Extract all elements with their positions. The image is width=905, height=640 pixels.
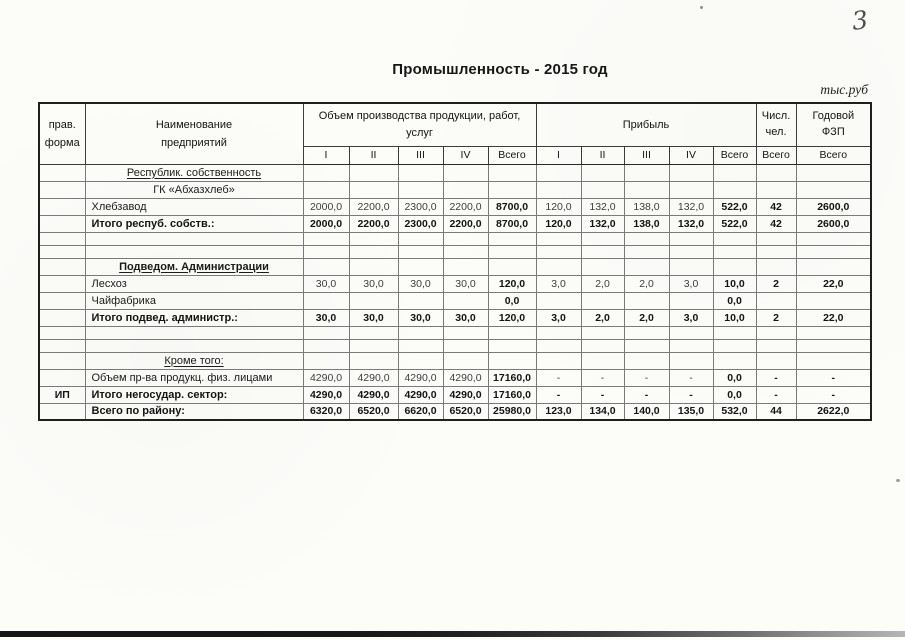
cell-value: 2000,0 [303, 198, 349, 215]
cell-legal-form [39, 181, 85, 198]
subcol-staff-total: Всего [756, 146, 796, 164]
subcol-profit-q4: IV [669, 146, 713, 164]
cell-value [581, 352, 624, 369]
scan-speck [896, 479, 900, 482]
cell-value [669, 326, 713, 339]
cell-value: 0,0 [713, 369, 756, 386]
table-row [39, 403, 871, 420]
table-body [39, 164, 871, 420]
cell-value: 42 [756, 198, 796, 215]
cell-value [398, 181, 443, 198]
cell-value [624, 232, 669, 245]
cell-value [443, 326, 488, 339]
cell-value [303, 352, 349, 369]
subcol-volume-q1: I [303, 146, 349, 164]
cell-value: 2300,0 [398, 215, 443, 232]
cell-value [624, 292, 669, 309]
cell-value [443, 292, 488, 309]
cell-enterprise-name [85, 245, 303, 258]
cell-value [756, 181, 796, 198]
cell-value: 2,0 [581, 309, 624, 326]
cell-value [443, 339, 488, 352]
cell-value [796, 352, 871, 369]
cell-value: - [536, 386, 581, 403]
table-row [39, 215, 871, 232]
cell-value: 120,0 [536, 198, 581, 215]
cell-value: 2200,0 [443, 198, 488, 215]
cell-value: 132,0 [669, 198, 713, 215]
cell-value: 2600,0 [796, 215, 871, 232]
cell-value [349, 164, 398, 181]
subcol-volume-q2: II [349, 146, 398, 164]
cell-value: 8700,0 [488, 198, 536, 215]
enterprise-name-label: Итого негосудар. сектор: [91, 388, 228, 401]
cell-value [624, 339, 669, 352]
cell-value [669, 292, 713, 309]
cell-value [488, 326, 536, 339]
table-row [39, 232, 871, 245]
cell-value: 2200,0 [349, 198, 398, 215]
cell-value: 135,0 [669, 403, 713, 420]
cell-legal-form [39, 198, 85, 215]
cell-value: 123,0 [536, 403, 581, 420]
table-row [39, 181, 871, 198]
cell-value: 44 [756, 403, 796, 420]
cell-value: 2622,0 [796, 403, 871, 420]
cell-value: 3,0 [536, 309, 581, 326]
cell-value: 134,0 [581, 403, 624, 420]
cell-enterprise-name [85, 164, 303, 181]
header-enterprise-name: Наименование предприятий [85, 103, 303, 164]
cell-value [796, 339, 871, 352]
cell-value: 6520,0 [443, 403, 488, 420]
cell-value [713, 232, 756, 245]
enterprise-name-label: ГК «Абхазхлеб» [153, 183, 235, 196]
cell-value [398, 164, 443, 181]
header-group-volume: Объем производства продукции, работ, услуг [303, 103, 536, 146]
cell-value [349, 181, 398, 198]
cell-enterprise-name [85, 326, 303, 339]
cell-value [303, 258, 349, 275]
cell-value: 532,0 [713, 403, 756, 420]
cell-value [713, 258, 756, 275]
header-annual-fund: Годовой ФЗП [796, 103, 871, 146]
cell-value: 30,0 [398, 309, 443, 326]
cell-value [303, 164, 349, 181]
cell-value [796, 326, 871, 339]
table-row [39, 198, 871, 215]
cell-value [443, 164, 488, 181]
cell-value: 0,0 [488, 292, 536, 309]
table-row [39, 258, 871, 275]
cell-legal-form [39, 245, 85, 258]
cell-value [713, 164, 756, 181]
table-row [39, 369, 871, 386]
subcol-profit-q1: I [536, 146, 581, 164]
subcol-volume-q4: IV [443, 146, 488, 164]
cell-value [536, 352, 581, 369]
table-row [39, 164, 871, 181]
cell-value: 4290,0 [349, 386, 398, 403]
cell-value [756, 352, 796, 369]
enterprise-name-label: Хлебзавод [91, 200, 147, 213]
cell-value [303, 181, 349, 198]
cell-value: 4290,0 [398, 386, 443, 403]
cell-value [398, 352, 443, 369]
cell-value [303, 232, 349, 245]
cell-value: 3,0 [536, 275, 581, 292]
cell-value [398, 232, 443, 245]
cell-value: 17160,0 [488, 369, 536, 386]
cell-value [669, 339, 713, 352]
cell-value [536, 339, 581, 352]
cell-value [796, 258, 871, 275]
subcol-volume-q3: III [398, 146, 443, 164]
subcol-profit-q3: III [624, 146, 669, 164]
cell-value: 30,0 [349, 275, 398, 292]
cell-value: 4290,0 [443, 369, 488, 386]
cell-value [536, 258, 581, 275]
cell-value [756, 326, 796, 339]
cell-value: 140,0 [624, 403, 669, 420]
cell-value [398, 245, 443, 258]
cell-value: 522,0 [713, 215, 756, 232]
cell-value [488, 339, 536, 352]
subcol-profit-total: Всего [713, 146, 756, 164]
cell-value: 6520,0 [349, 403, 398, 420]
cell-value [713, 339, 756, 352]
cell-legal-form [39, 275, 85, 292]
cell-value [488, 232, 536, 245]
cell-value: 2200,0 [443, 215, 488, 232]
cell-value [713, 352, 756, 369]
cell-value [488, 352, 536, 369]
cell-value [713, 326, 756, 339]
cell-value [536, 232, 581, 245]
cell-value [536, 292, 581, 309]
cell-value: 138,0 [624, 198, 669, 215]
enterprise-name-label: Лесхоз [91, 277, 127, 290]
cell-value: 3,0 [669, 309, 713, 326]
cell-value: 10,0 [713, 309, 756, 326]
cell-value [349, 258, 398, 275]
cell-value [443, 258, 488, 275]
cell-value [796, 245, 871, 258]
cell-value: - [581, 386, 624, 403]
cell-value [669, 232, 713, 245]
cell-value: - [796, 386, 871, 403]
cell-legal-form [39, 215, 85, 232]
cell-value [624, 326, 669, 339]
cell-enterprise-name [85, 386, 303, 403]
cell-value [796, 164, 871, 181]
cell-value [669, 181, 713, 198]
cell-legal-form [39, 258, 85, 275]
cell-value [581, 164, 624, 181]
cell-value [581, 181, 624, 198]
cell-value [443, 245, 488, 258]
cell-value [443, 181, 488, 198]
cell-value [581, 292, 624, 309]
cell-value: 4290,0 [443, 386, 488, 403]
cell-value: 120,0 [536, 215, 581, 232]
cell-value [756, 258, 796, 275]
cell-value: 120,0 [488, 309, 536, 326]
cell-value: 132,0 [581, 215, 624, 232]
cell-value [398, 292, 443, 309]
subcol-volume-total: Всего [488, 146, 536, 164]
cell-value [756, 292, 796, 309]
cell-value [669, 352, 713, 369]
cell-value: 132,0 [581, 198, 624, 215]
cell-value: 42 [756, 215, 796, 232]
enterprise-name-label: Чайфабрика [91, 294, 156, 307]
cell-value: 17160,0 [488, 386, 536, 403]
cell-enterprise-name [85, 403, 303, 420]
cell-value [624, 164, 669, 181]
handwritten-page-number: 3 [850, 5, 870, 36]
cell-enterprise-name [85, 275, 303, 292]
cell-legal-form [39, 292, 85, 309]
cell-value [581, 339, 624, 352]
header-staff-count: Числ. чел. [756, 103, 796, 146]
cell-value [536, 164, 581, 181]
cell-value [624, 258, 669, 275]
cell-value: 0,0 [713, 386, 756, 403]
cell-value [713, 245, 756, 258]
cell-value [581, 232, 624, 245]
cell-value [303, 339, 349, 352]
cell-value [669, 258, 713, 275]
cell-value: 2300,0 [398, 198, 443, 215]
cell-value: 22,0 [796, 309, 871, 326]
cell-value [349, 352, 398, 369]
table-row [39, 275, 871, 292]
cell-value: 30,0 [443, 309, 488, 326]
cell-value [398, 326, 443, 339]
cell-value [398, 339, 443, 352]
header-legal-form: прав. форма [39, 103, 85, 164]
cell-value [669, 164, 713, 181]
cell-value [303, 245, 349, 258]
cell-value [624, 181, 669, 198]
cell-value [349, 245, 398, 258]
industry-report-table [38, 102, 872, 421]
cell-value: 2 [756, 275, 796, 292]
cell-value [349, 339, 398, 352]
cell-legal-form [39, 352, 85, 369]
cell-legal-form [39, 164, 85, 181]
cell-value: 120,0 [488, 275, 536, 292]
cell-value: - [756, 369, 796, 386]
cell-value: 30,0 [443, 275, 488, 292]
cell-value [536, 245, 581, 258]
cell-value [443, 352, 488, 369]
enterprise-name-label: Итого респуб. собств.: [91, 217, 215, 230]
cell-legal-form [39, 339, 85, 352]
scan-edge-artifact [0, 631, 905, 637]
cell-value: - [669, 386, 713, 403]
cell-legal-form [39, 326, 85, 339]
cell-value [536, 326, 581, 339]
cell-enterprise-name [85, 369, 303, 386]
table-row [39, 352, 871, 369]
cell-value [624, 352, 669, 369]
cell-value: 2,0 [581, 275, 624, 292]
cell-value: 6320,0 [303, 403, 349, 420]
cell-value: 2,0 [624, 275, 669, 292]
cell-enterprise-name [85, 352, 303, 369]
cell-value: 30,0 [303, 275, 349, 292]
cell-value [349, 292, 398, 309]
cell-value [443, 232, 488, 245]
enterprise-name-label: Итого подвед. администр.: [91, 311, 238, 324]
table-row [39, 326, 871, 339]
cell-value: 4290,0 [349, 369, 398, 386]
table-row [39, 292, 871, 309]
cell-value: 6620,0 [398, 403, 443, 420]
cell-value: 2600,0 [796, 198, 871, 215]
cell-value [488, 181, 536, 198]
cell-value: 2000,0 [303, 215, 349, 232]
cell-value: 2200,0 [349, 215, 398, 232]
cell-value: 2 [756, 309, 796, 326]
cell-legal-form [39, 309, 85, 326]
cell-value: 522,0 [713, 198, 756, 215]
cell-enterprise-name [85, 181, 303, 198]
cell-value: 25980,0 [488, 403, 536, 420]
header-row-groups [39, 103, 871, 146]
cell-value [349, 326, 398, 339]
cell-legal-form: ИП [39, 386, 85, 403]
cell-value [488, 164, 536, 181]
cell-value [713, 181, 756, 198]
table-row [39, 339, 871, 352]
cell-value [796, 181, 871, 198]
cell-value: 3,0 [669, 275, 713, 292]
cell-value: - [624, 386, 669, 403]
cell-value: 30,0 [349, 309, 398, 326]
cell-value [581, 245, 624, 258]
cell-value [796, 232, 871, 245]
cell-legal-form [39, 369, 85, 386]
subcol-profit-q2: II [581, 146, 624, 164]
cell-enterprise-name [85, 232, 303, 245]
cell-value [349, 232, 398, 245]
cell-value: 4290,0 [303, 369, 349, 386]
cell-legal-form [39, 232, 85, 245]
cell-value: - [796, 369, 871, 386]
cell-value [669, 245, 713, 258]
header-group-profit: Прибыль [536, 103, 756, 146]
cell-value [756, 245, 796, 258]
document-title: Промышленность - 2015 год [392, 61, 608, 78]
cell-value: 4290,0 [303, 386, 349, 403]
cell-value: - [624, 369, 669, 386]
cell-value [581, 326, 624, 339]
enterprise-name-label: Республик. собственность [126, 166, 262, 179]
enterprise-name-label: Подведом. Администрации [119, 260, 269, 273]
enterprise-name-label: Всего по району: [91, 405, 185, 418]
cell-value [581, 258, 624, 275]
cell-value [756, 339, 796, 352]
cell-value [624, 245, 669, 258]
cell-value: - [536, 369, 581, 386]
cell-value [398, 258, 443, 275]
table-row [39, 245, 871, 258]
cell-value: - [669, 369, 713, 386]
enterprise-name-label: Кроме того: [164, 354, 224, 367]
cell-value: - [581, 369, 624, 386]
cell-value [303, 326, 349, 339]
cell-value: 30,0 [303, 309, 349, 326]
cell-enterprise-name [85, 198, 303, 215]
cell-value: 22,0 [796, 275, 871, 292]
cell-value: - [756, 386, 796, 403]
cell-value [488, 245, 536, 258]
cell-enterprise-name [85, 258, 303, 275]
cell-value: 8700,0 [488, 215, 536, 232]
cell-value: 4290,0 [398, 369, 443, 386]
table-row [39, 309, 871, 326]
enterprise-name-label: Объем пр-ва продукц. физ. лицами [91, 371, 273, 384]
cell-value [303, 292, 349, 309]
cell-value [756, 232, 796, 245]
cell-enterprise-name [85, 215, 303, 232]
units-note: тыс.руб [820, 82, 868, 97]
cell-value [536, 181, 581, 198]
cell-legal-form [39, 403, 85, 420]
cell-value: 132,0 [669, 215, 713, 232]
cell-value: 2,0 [624, 309, 669, 326]
cell-value: 30,0 [398, 275, 443, 292]
cell-value [796, 292, 871, 309]
cell-enterprise-name [85, 292, 303, 309]
table-row [39, 386, 871, 403]
cell-value: 138,0 [624, 215, 669, 232]
subcol-fund-total: Всего [796, 146, 871, 164]
cell-value: 0,0 [713, 292, 756, 309]
cell-value [488, 258, 536, 275]
cell-value [756, 164, 796, 181]
cell-value: 10,0 [713, 275, 756, 292]
cell-enterprise-name [85, 309, 303, 326]
cell-enterprise-name [85, 339, 303, 352]
scan-speck [700, 6, 703, 9]
